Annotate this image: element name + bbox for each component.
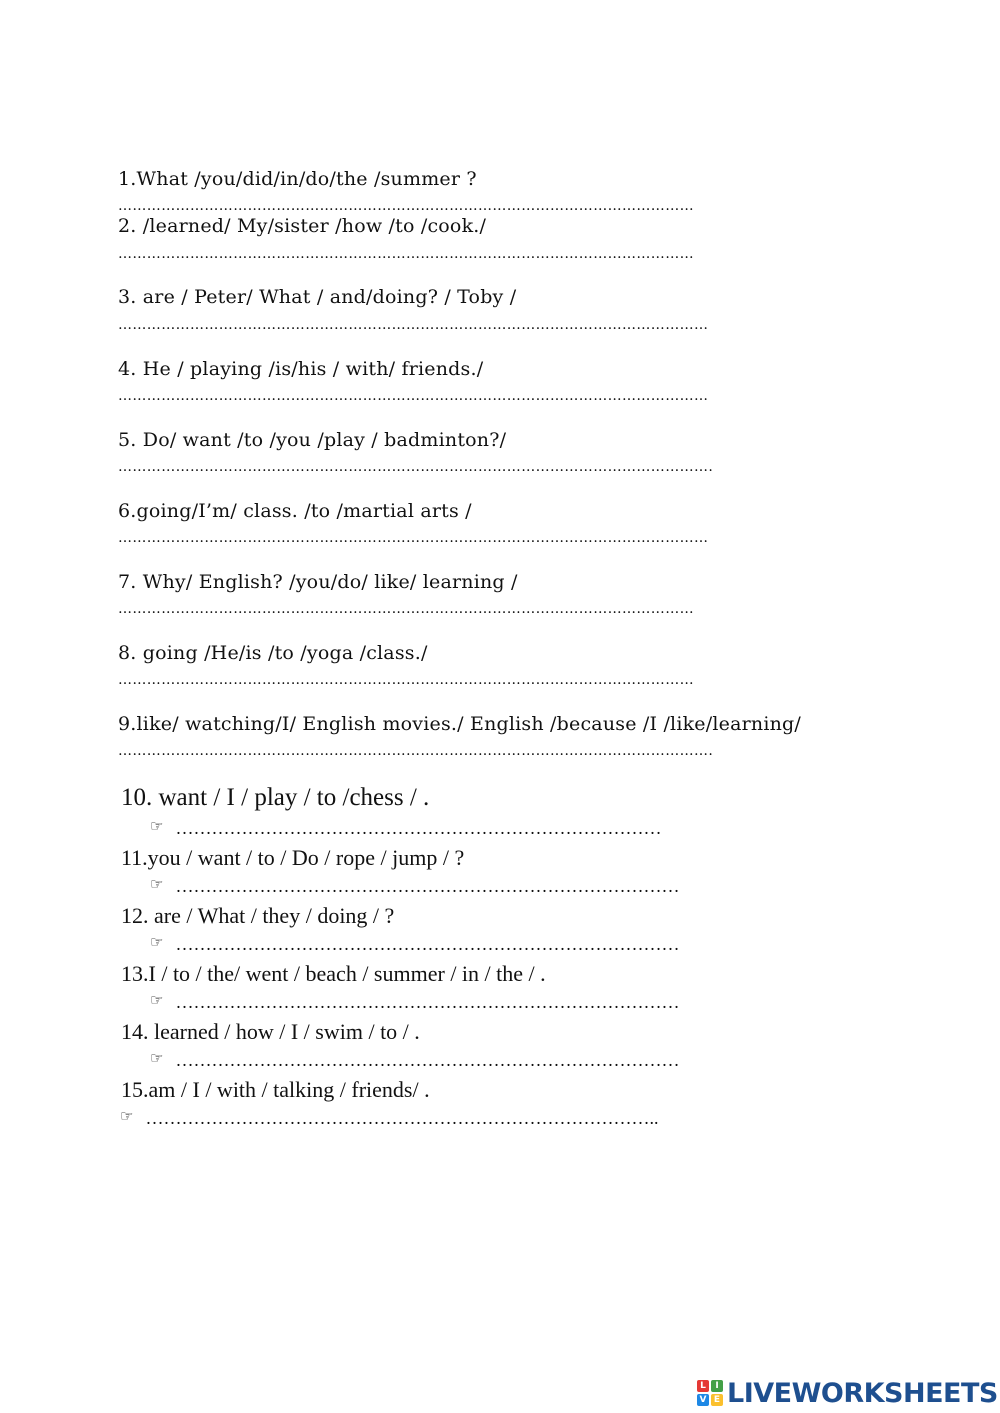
pointing-hand-icon: ☞ (150, 993, 164, 1009)
answer-line-5[interactable]: ……………………………………………………………………………………………………………. (118, 459, 714, 475)
pointing-hand-icon: ☞ (150, 1051, 164, 1067)
answer-line-4[interactable]: …………………………………………………………………………………………………………… (118, 388, 709, 404)
question-1: 1.What /you/did/in/do/the /summer ? (118, 168, 477, 190)
question-7: 7. Why/ English? /you/do/ like/ learning / (118, 571, 518, 593)
answer-dots-15: ………………………………………………………………………….. (145, 1108, 659, 1128)
pointing-hand-icon: ☞ (120, 1109, 134, 1125)
question-12: 12. are / What / they / doing / ? (121, 903, 395, 928)
question-4: 4. He / playing /is/his / with/ friends./ (118, 358, 484, 380)
answer-line-11[interactable] (150, 876, 862, 898)
answer-line-14[interactable] (150, 1050, 862, 1072)
question-3: 3. are / Peter/ What / and/doing? / Toby / (118, 286, 517, 308)
answer-line-6[interactable]: …………………………………………………………………………………………………………… (118, 530, 709, 546)
answer-line-13[interactable] (150, 992, 862, 1014)
answer-line-15[interactable] (120, 1108, 865, 1130)
question-6: 6.going/I’m/ class. /to /martial arts / (118, 500, 472, 522)
logo-mark-letter: I (711, 1380, 723, 1392)
logo-mark-letter: L (697, 1380, 709, 1392)
answer-line-8[interactable]: ………………………………………………………………………………………………………… (118, 672, 694, 688)
pointing-hand-icon: ☞ (150, 877, 164, 893)
answer-line-1[interactable]: ………………………………………………………………………………………………………… (118, 198, 694, 214)
question-2: 2. /learned/ My/sister /how /to /cook./ (118, 215, 487, 237)
logo-mark-letter: E (711, 1394, 723, 1406)
answer-line-2[interactable]: ………………………………………………………………………………………………………… (118, 246, 694, 262)
liveworksheets-logo[interactable] (697, 1376, 998, 1410)
logo-mark-icon (697, 1380, 723, 1406)
question-5: 5. Do/ want /to /you /play / badminton?/ (118, 429, 507, 451)
answer-dots-11: ………………………………………………………………………… (175, 876, 680, 896)
question-9: 9.like/ watching/I/ English movies./ English /because /I /like/learning/ (118, 713, 801, 735)
answer-dots-14: ………………………………………………………………………… (175, 1050, 680, 1070)
question-10: 10. want / I / play / to /chess / . (121, 784, 430, 811)
logo-mark-letter: V (697, 1394, 709, 1406)
answer-dots-12: ………………………………………………………………………… (175, 934, 680, 954)
answer-dots-13: ………………………………………………………………………… (175, 992, 680, 1012)
question-13: 13.I / to / the/ went / beach / summer / in / the / . (121, 961, 546, 986)
question-11: 11.you / want / to / Do / rope / jump / ? (121, 845, 465, 870)
answer-dots-10: ……………………………………………………………………… (175, 818, 662, 838)
answer-line-3[interactable]: …………………………………………………………………………………………………………… (118, 317, 709, 333)
question-15: 15.am / I / with / talking / friends/ . (121, 1077, 430, 1102)
logo-text: LIVEWORKSHEETS (727, 1377, 998, 1409)
pointing-hand-icon: ☞ (150, 819, 164, 835)
question-8: 8. going /He/is /to /yoga /class./ (118, 642, 428, 664)
answer-line-9[interactable]: ……………………………………………………………………………………………………………. (118, 743, 714, 759)
answer-line-10[interactable] (150, 818, 840, 840)
answer-line-12[interactable] (150, 934, 862, 956)
question-14: 14. learned / how / I / swim / to / . (121, 1019, 420, 1044)
pointing-hand-icon: ☞ (150, 935, 164, 951)
answer-line-7[interactable]: ………………………………………………………………………………………………………… (118, 601, 694, 617)
